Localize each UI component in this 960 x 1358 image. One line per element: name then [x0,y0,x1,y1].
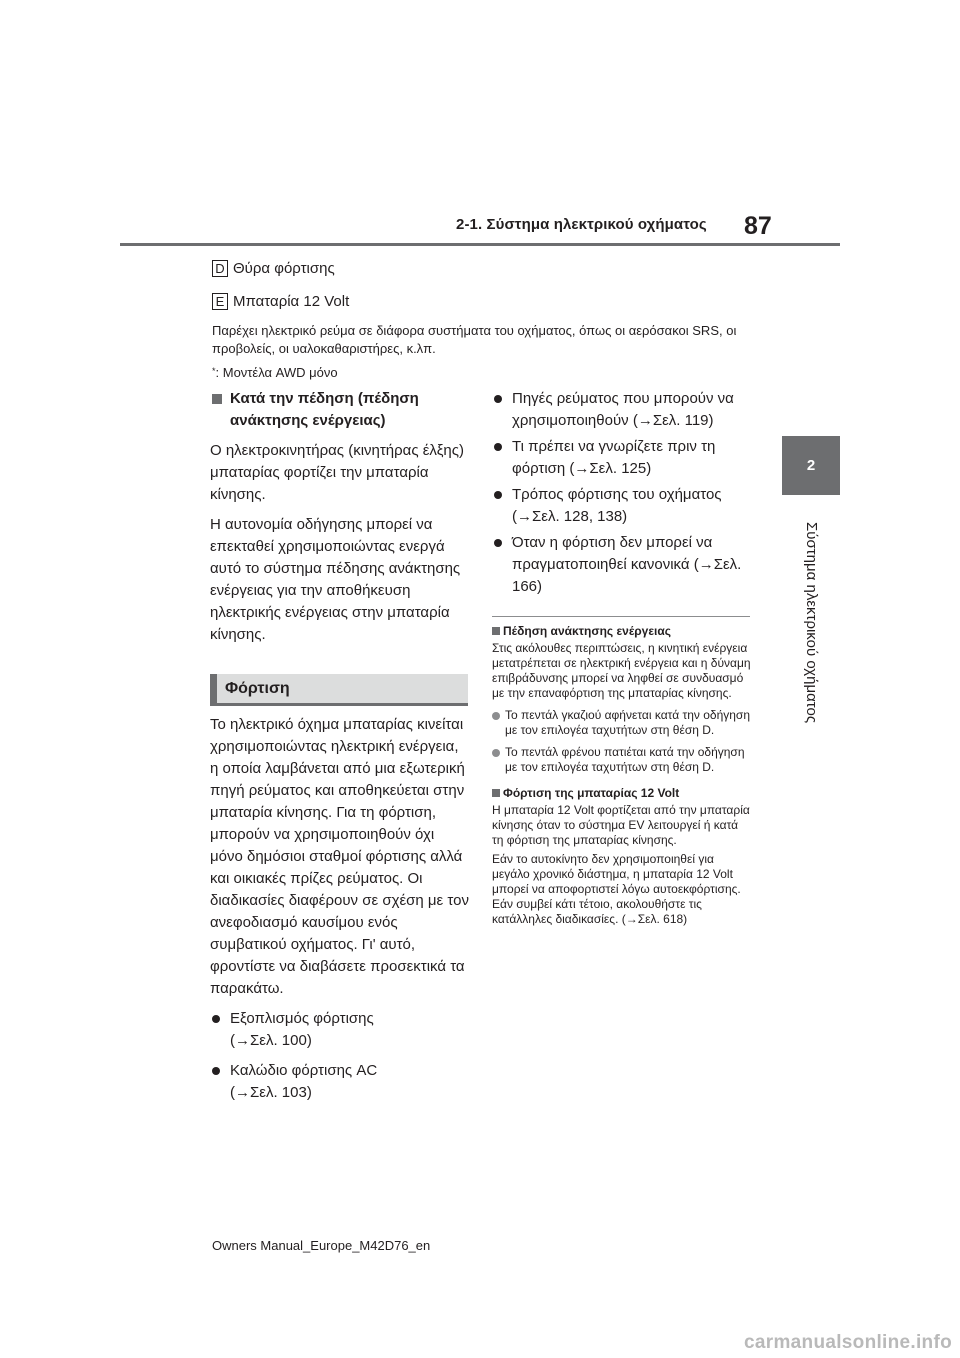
chapter-tab[interactable]: 2 [782,436,840,495]
square-bullet-icon [492,789,500,797]
bullet-icon [492,712,500,720]
regen-note-text: Στις ακόλουθες περιπτώσεις, η κινητική ενέργεια μετατρέπεται σε ηλεκτρική ενέργεια και η δύναμη επιβράδυνσης μπορεί να ληφθεί σε συνδυασμό με την επαναφόρτιση της μπαταρίας κίνησης. [492,641,751,700]
legend-letter-e: E [212,293,228,310]
legend-item-d [212,260,335,277]
bullet-icon [494,395,502,403]
legend-item-e [212,293,349,310]
regen-note-heading-text: Πέδηση ανάκτησης ενέργειας [503,624,672,638]
list-item [492,708,752,738]
list-item [210,1060,470,1104]
charging-paragraph: Το ηλεκτρικό όχημα μπαταρίας κινείται χρησιμοποιώντας ηλεκτρική ενέργεια, η οποία λαμβάνεται από μια εξωτερική πηγή ρεύματος και αποθηκεύεται στην μπαταρία κίνησης. Για τη φόρτιση, μπορούν να χρησιμοποιηθούν όχι μόνο δημόσιοι σταθμοί φόρτισης αλλά και οικιακές πρίζες ρεύματος. Οι διαδικασίες διαφέρουν σε σχέση με τον ανεφοδιασμό καυσίμου ενός συμβατικού οχήματος. Γι' αυτό, φροντίστε να διαβάσετε προσεκτικά τα παρακάτω. [210,716,469,997]
list-item-text[interactable]: Τρόπος φόρτισης του οχήματος (→Σελ. 128, 138) [512,486,722,525]
bullet-icon [212,1015,220,1023]
page-reference-link[interactable]: (→Σελ. 100) [230,1032,312,1049]
charging-section-band [210,674,468,706]
battery-note: Παρέχει ηλεκτρικό ρεύμα σε διάφορα συστήματα του οχήματος, όπως οι αερόσακοι SRS, οι προβολείς, οι υαλοκαθαριστήρες, κ.λπ. [212,323,737,356]
regen-note-heading [492,623,752,639]
charging-section-title: Φόρτιση [225,679,290,697]
chapter-title-vertical: Σύστημα ηλεκτρικού οχήματος [803,522,820,724]
regen-heading-text: Κατά την πέδηση (πέδηση ανάκτησης ενέργειας) [230,390,419,429]
left-column [210,388,470,1104]
footnote [212,364,772,382]
square-bullet-icon [492,627,500,635]
list-item-text: Το πεντάλ φρένου πατιέται κατά την οδήγηση με τον επιλογέα ταχυτήτων στη θέση D. [505,745,745,774]
footnote-mark: * [212,366,216,376]
right-column [492,388,752,927]
list-item [492,436,752,480]
battery12v-note-heading [492,785,752,801]
header-divider [120,243,840,246]
regen-paragraph-2: Η αυτονομία οδήγησης μπορεί να επεκταθεί χρησιμοποιώντας ενεργά αυτό το σύστημα πέδησης ανάκτησης ενέργειας για την αποθήκευση ηλεκτρικής ενέργειας στην μπαταρία κίνησης. [210,516,461,643]
battery12v-note-paragraph-2: Εάν το αυτοκίνητο δεν χρησιμοποιηθεί για μεγάλο χρονικό διάστημα, η μπαταρία 12 Volt μπορεί να αποφορτιστεί λόγω αυτοεκφόρτισης. Εάν συμβεί κάτι τέτοιο, ακολουθήστε τις κατάλληλες διαδικασίες. (→Σελ. 618) [492,852,741,926]
band-accent [210,674,217,703]
legend-text-d: Θύρα φόρτισης [233,260,335,277]
regen-heading [210,388,470,432]
section-title: 2-1. Σύστημα ηλεκτρικού οχήματος [456,216,707,233]
bullet-icon [494,491,502,499]
list-item-text[interactable]: Πηγές ρεύματος που μπορούν να χρησιμοποιηθούν (→Σελ. 119) [512,390,734,429]
battery12v-note-heading-text: Φόρτιση της μπαταρίας 12 Volt [503,786,680,800]
list-item-text: Καλώδιο φόρτισης AC [230,1062,378,1079]
list-item [492,745,752,775]
notes-divider [492,616,750,617]
regen-paragraph-1: Ο ηλεκτροκινητήρας (κινητήρας έλξης) μπαταρίας φορτίζει την μπαταρία κίνησης. [210,442,464,503]
bullet-icon [494,443,502,451]
footnote-text: : Μοντέλα AWD μόνο [215,365,338,380]
list-item-text[interactable]: Όταν η φόρτιση δεν μπορεί να πραγματοποιηθεί κανονικά (→Σελ. 166) [512,534,742,595]
bullet-icon [492,749,500,757]
list-item [492,484,752,528]
list-item [492,388,752,432]
watermark: carmanualsonline.info [744,1332,952,1353]
page-reference-link[interactable]: (→Σελ. 103) [230,1084,312,1101]
legend-letter-d: D [212,260,228,277]
legend-text-e: Μπαταρία 12 Volt [233,293,350,310]
square-bullet-icon [212,394,222,404]
list-item-text[interactable]: Τι πρέπει να γνωρίζετε πριν τη φόρτιση (→Σελ. 125) [512,438,716,477]
list-item [210,1008,470,1052]
bullet-icon [212,1067,220,1075]
battery12v-note-paragraph-1: Η μπαταρία 12 Volt φορτίζεται από την μπαταρία κίνησης όταν το σύστημα EV λειτουργεί ή κατά τη φόρτιση της μπαταρίας κίνησης. [492,803,750,847]
list-item-text: Το πεντάλ γκαζιού αφήνεται κατά την οδήγηση με τον επιλογέα ταχυτήτων στη θέση D. [505,708,751,737]
list-item [492,532,752,598]
page-number: 87 [744,212,772,240]
bullet-icon [494,539,502,547]
list-item-text: Εξοπλισμός φόρτισης [230,1010,374,1027]
document-id: Owners Manual_Europe_M42D76_en [212,1238,431,1253]
